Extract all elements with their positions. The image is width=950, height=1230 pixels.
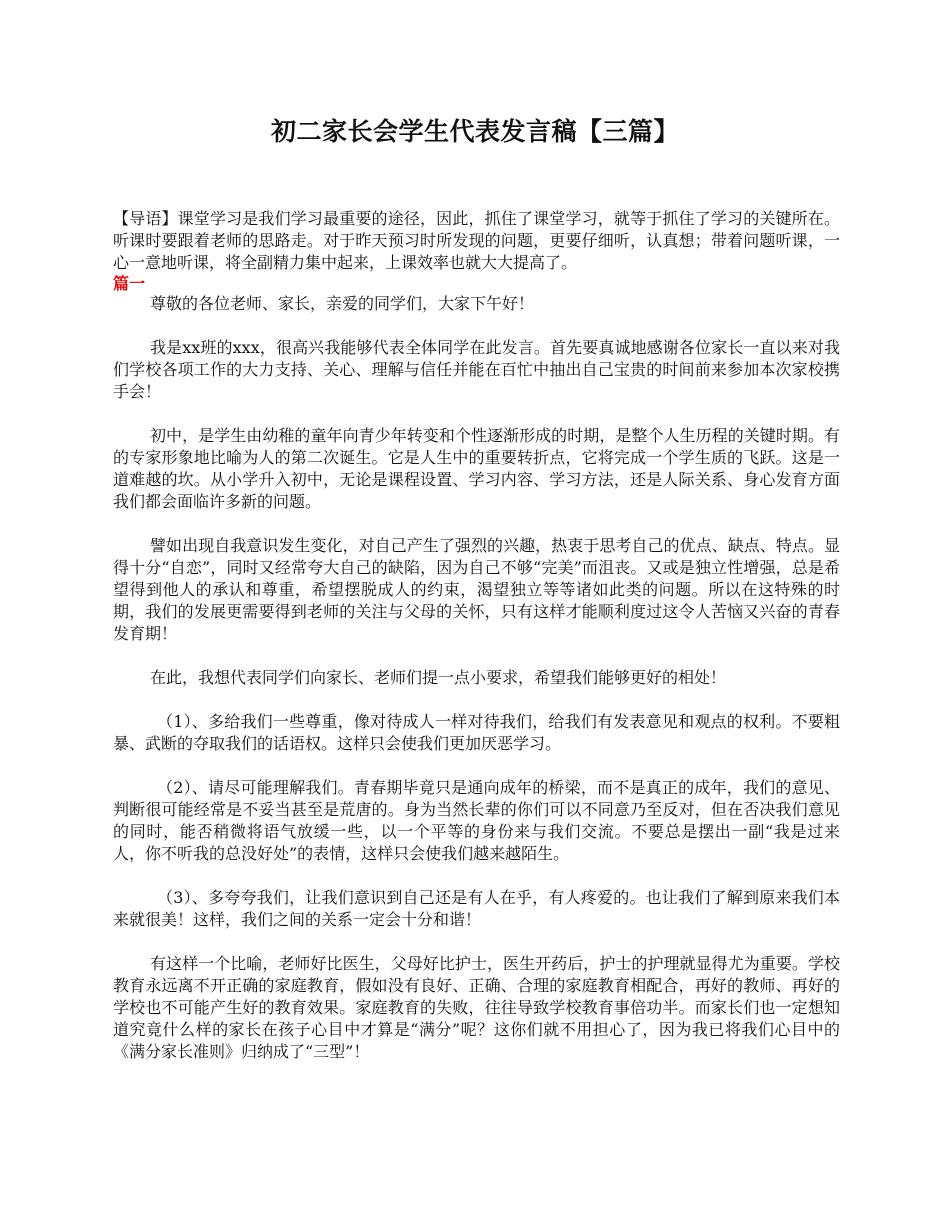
paragraph-spacer (113, 315, 840, 337)
paragraph-spacer (113, 865, 840, 887)
document-title: 初二家长会学生代表发言稿【三篇】 (270, 117, 679, 146)
paragraph-request-understanding: （2）、请尽可能理解我们。青春期毕竟只是通向成年的桥梁，而不是真正的成年，我们的意见、判断很可能经常是不妥当甚至是荒唐的。身为当然长辈的你们可以不同意乃至反对，但在否决我们意见的同时，能否稍微将语气放缓一些，以一个平等的身份来与我们交流。不要总是摆出一副“我是过来人，你不听我的总没好处”的表情，这样只会使我们越来越陌生。 (113, 778, 840, 863)
paragraph-spacer (113, 689, 840, 711)
paragraph-spacer (113, 755, 840, 777)
intro-paragraph: 【导语】课堂学习是我们学习最重要的途径，因此，抓住了课堂学习，就等于抓住了学习的关键所在。听课时要跟着老师的思路走。对于昨天预习时所发现的问题，更要仔细听，认真想；带着问题听课，一心一意地听课，将全副精力集中起来，上课效率也就大大提高了。 (113, 209, 840, 272)
paragraph-request-praise: （3）、多夸夸我们，让我们意识到自己还是有人在乎，有人疼爱的。也让我们了解到原来我们本来就很美！这样，我们之间的关系一定会十分和谐！ (113, 888, 840, 929)
document-body (113, 208, 840, 1063)
paragraph-request-respect: （1）、多给我们一些尊重，像对待成人一样对待我们，给我们有发表意见和观点的权利。不要粗暴、武断的夺取我们的话语权。这样只会使我们更加厌恶学习。 (113, 712, 840, 753)
paragraph-junior-high-period: 初中，是学生由幼稚的童年向青少年转变和个性逐渐形成的时期，是整个人生历程的关键时期。有的专家形象地比喻为人的第二次诞生。它是人生中的重要转折点，它将完成一个学生质的飞跃。这是一道难越的坎。从小学升入初中，无论是课程设置、学习内容、学习方法，还是人际关系、身心发育方面我们都会面临许多新的问题。 (113, 426, 840, 511)
paragraph-spacer (113, 931, 840, 953)
paragraph-doctor-nurse-analogy: 有这样一个比喻，老师好比医生，父母好比护士，医生开药后，护士的护理就显得尤为重要。学校教育永远离不开正确的家庭教育，假如没有良好、正确、合理的家庭教育相配合，再好的教师、再好的学校也不可能产生好的教育效果。家庭教育的失败，往往导致学校教育事倍功半。而家长们也一定想知道究竟什么样的家长在孩子心目中才算是“满分”呢？这你们就不用担心了，因为我已将我们心目中的《满分家长准则》归纳成了“三型”！ (113, 954, 840, 1061)
paragraph-spacer (113, 645, 840, 667)
paragraph-adolescent-changes: 譬如出现自我意识发生变化，对自己产生了强烈的兴趣，热衷于思考自己的优点、缺点、特点。显得十分“自恋”，同时又经常夸大自己的缺陷，因为自己不够“完美”而沮丧。又或是独立性增强，总是希望得到他人的承认和尊重，希望摆脱成人的约束，渴望独立等等诸如此类的问题。所以在这特殊的时期，我们的发展更需要得到老师的关注与父母的关怀，只有这样才能顺利度过这令人苦恼又兴奋的青春发育期！ (113, 536, 840, 643)
paragraph-requests-intro: 在此，我想代表同学们向家长、老师们提一点小要求，希望我们能够更好的相处！ (150, 668, 727, 687)
section-label-part-one: 篇一 (113, 274, 146, 293)
paragraph-spacer (113, 403, 840, 425)
paragraph-self-introduction: 我是xx班的xxx，很高兴我能够代表全体同学在此发言。首先要真诚地感谢各位家长一直以来对我们学校各项工作的大力支持、关心、理解与信任并能在百忙中抽出自己宝贵的时间前来参加本次家校携手会！ (113, 338, 840, 401)
paragraph-spacer (113, 513, 840, 535)
paragraph-greeting: 尊敬的各位老师、家长，亲爱的同学们，大家下午好！ (150, 294, 535, 313)
